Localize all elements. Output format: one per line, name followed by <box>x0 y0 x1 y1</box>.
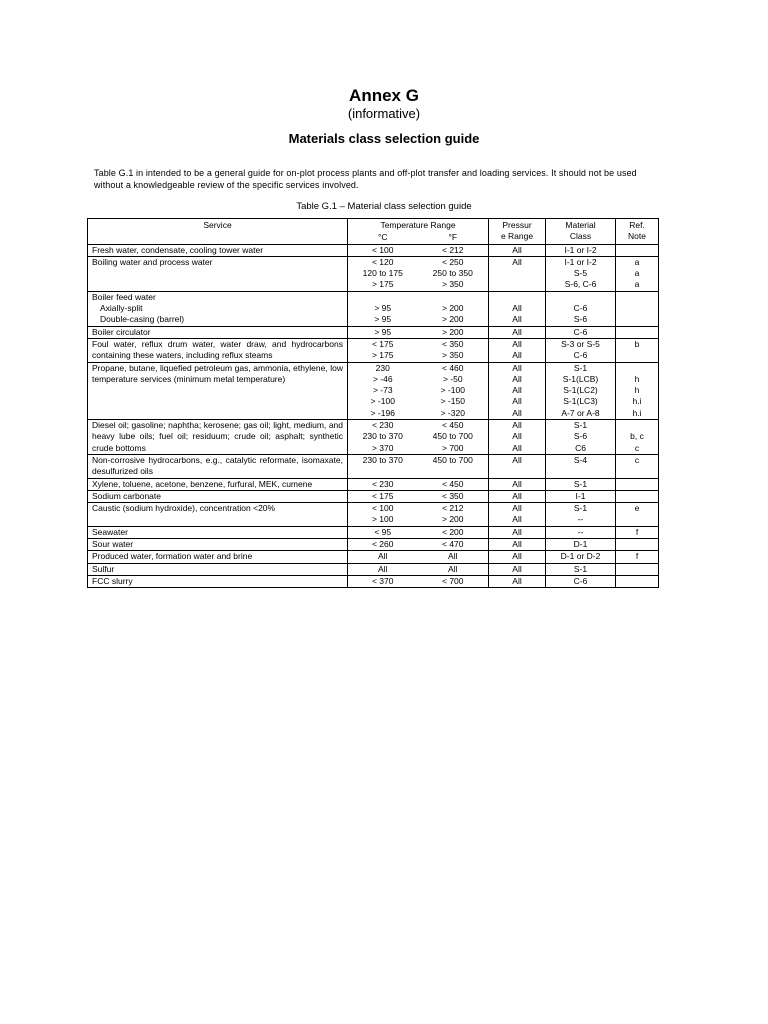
cell-temp-f-line: > 350 <box>442 279 464 290</box>
cell-material-class-line: S-1 <box>573 420 588 431</box>
header-material-line-1: Material <box>565 220 596 230</box>
cell-temp-f <box>418 338 489 362</box>
cell-pressure-line: All <box>512 256 522 267</box>
cell-temp-f <box>418 420 489 455</box>
cell-temp-f <box>418 478 489 490</box>
materials-class-table <box>87 218 659 588</box>
cell-pressure <box>489 420 546 455</box>
cell-material-class <box>546 256 616 291</box>
header-ref-line-1: Ref. <box>629 220 645 230</box>
cell-pressure-line: All <box>512 563 522 574</box>
cell-temp-f-line: < 212 <box>442 244 464 255</box>
cell-material-class-line: D-1 or D-2 <box>560 551 601 562</box>
cell-material-class <box>546 551 616 563</box>
cell-temp-f-line: < 470 <box>442 539 464 550</box>
cell-temp-f-line: 450 to 700 <box>432 454 473 465</box>
cell-service <box>88 539 348 551</box>
cell-ref-note <box>616 551 659 563</box>
cell-material-class <box>546 490 616 502</box>
cell-pressure <box>489 551 546 563</box>
cell-ref-note-line <box>618 491 656 502</box>
cell-material-class-line <box>548 292 613 303</box>
cell-pressure-line: All <box>512 326 522 337</box>
cell-pressure <box>489 503 546 527</box>
header-pressure-line-2: e Range <box>500 231 534 242</box>
cell-temp-f <box>418 575 489 587</box>
cell-pressure-line: All <box>512 303 522 314</box>
cell-service <box>88 326 348 338</box>
cell-temp-c <box>348 526 418 538</box>
cell-temp-c-line: > 175 <box>371 279 394 290</box>
cell-temp-f-line: < 250 <box>442 256 464 267</box>
cell-temp-c <box>348 244 418 256</box>
cell-service <box>88 244 348 256</box>
cell-temp-c-line: 230 to 370 <box>362 431 403 442</box>
cell-ref-note-line: h.i <box>632 407 642 418</box>
cell-temp-f-line: All <box>448 563 458 574</box>
cell-material-class-line: S-1(LC3) <box>563 396 598 407</box>
cell-temp-f-line: < 350 <box>442 490 464 501</box>
cell-ref-note-line <box>618 576 656 587</box>
cell-pressure-line: All <box>512 503 522 514</box>
cell-material-class-line: S-6, C-6 <box>564 279 597 290</box>
cell-service <box>88 503 348 527</box>
cell-temp-c-line: > 100 <box>371 514 394 525</box>
cell-material-class-line: S-1 <box>573 563 588 574</box>
cell-service-line: FCC slurry <box>92 575 133 586</box>
cell-temp-c-line: > 95 <box>374 326 392 337</box>
cell-service-line: Boiler circulator <box>92 326 151 337</box>
cell-service-line: Axially-split <box>100 303 143 314</box>
cell-temp-c-line: < 100 <box>371 503 394 514</box>
cell-pressure-line: All <box>512 314 522 325</box>
cell-pressure-line <box>491 268 543 279</box>
cell-temp-c-line: < 175 <box>371 338 394 349</box>
cell-service-line: Caustic (sodium hydroxide), concentration <20% <box>92 503 276 514</box>
cell-ref-note <box>616 526 659 538</box>
cell-temp-f <box>418 563 489 575</box>
cell-pressure <box>489 291 546 326</box>
cell-service-line: Produced water, formation water and brine <box>92 551 253 562</box>
cell-service-line: Diesel oil; gasoline; naphtha; kerosene; gas oil; light, medium, and heavy lube oils; fuel oil; residuum; crude oil; asphalt; synthetic crude bottoms <box>92 420 343 453</box>
cell-pressure-line <box>491 279 543 290</box>
cell-pressure-line: All <box>512 373 522 384</box>
cell-temp-f-line: 250 to 350 <box>432 268 473 279</box>
cell-material-class-line: S-6 <box>573 314 588 325</box>
cell-pressure <box>489 539 546 551</box>
cell-ref-note <box>616 539 659 551</box>
cell-ref-note-line: a <box>634 256 640 267</box>
cell-material-class-line: S-3 or S-5 <box>561 338 600 349</box>
cell-material-class <box>546 326 616 338</box>
cell-ref-note <box>616 575 659 587</box>
cell-ref-note <box>616 503 659 527</box>
cell-material-class-line: S-1 <box>573 503 588 514</box>
cell-ref-note-line <box>618 479 656 490</box>
cell-temp-c-line: < 100 <box>371 244 394 255</box>
cell-material-class-line: I-1 or I-2 <box>564 256 597 267</box>
cell-service-line: Sodium carbonate <box>92 490 161 501</box>
cell-temp-c-line: All <box>378 551 388 562</box>
cell-service <box>88 362 348 419</box>
cell-pressure <box>489 454 546 478</box>
cell-temp-f <box>418 362 489 419</box>
cell-pressure-line <box>491 292 543 303</box>
cell-temp-f-line: > 200 <box>442 514 464 525</box>
cell-pressure-line: All <box>512 551 522 562</box>
cell-ref-note-line: b <box>634 338 640 349</box>
cell-ref-note-line: e <box>634 503 640 514</box>
cell-temp-c <box>348 326 418 338</box>
header-material-class <box>546 219 616 245</box>
cell-pressure <box>489 362 546 419</box>
cell-material-class <box>546 563 616 575</box>
cell-temp-c-line: > 175 <box>371 350 394 361</box>
cell-temp-c-line: > 95 <box>374 314 392 325</box>
cell-material-class-line: A-7 or A-8 <box>561 407 600 418</box>
cell-pressure <box>489 478 546 490</box>
cell-temp-c-line: All <box>378 563 388 574</box>
cell-pressure <box>489 244 546 256</box>
cell-service <box>88 551 348 563</box>
cell-material-class-line: I-1 <box>575 490 586 501</box>
cell-pressure-line: All <box>512 575 522 586</box>
cell-ref-note-line <box>618 327 656 338</box>
cell-temp-c-line: > 95 <box>374 303 392 314</box>
table-row <box>88 326 659 338</box>
cell-service-line: Non-corrosive hydrocarbons, e.g., catalytic reformate, isomaxate, desulfurized oils <box>92 454 343 477</box>
cell-temp-c <box>348 338 418 362</box>
cell-material-class-line: S-6 <box>573 431 588 442</box>
cell-temp-c-line: 120 to 175 <box>362 268 403 279</box>
cell-material-class <box>546 539 616 551</box>
cell-material-class-line: C6 <box>575 442 586 453</box>
table-row <box>88 256 659 291</box>
table-row <box>88 338 659 362</box>
cell-material-class-line: -- <box>577 514 584 525</box>
cell-temp-c-line: > -73 <box>372 385 393 396</box>
cell-material-class-line: D-1 <box>573 539 588 550</box>
cell-service <box>88 256 348 291</box>
cell-temp-c-line: < 260 <box>371 539 394 550</box>
cell-pressure-line: All <box>512 539 522 550</box>
table-row <box>88 539 659 551</box>
table-row <box>88 551 659 563</box>
cell-temp-c <box>348 575 418 587</box>
cell-temp-c-line: 230 to 370 <box>362 454 403 465</box>
header-pressure-range <box>489 219 546 245</box>
cell-pressure-line: All <box>512 490 522 501</box>
cell-temp-c <box>348 563 418 575</box>
cell-temp-c-line: < 120 <box>371 256 394 267</box>
cell-pressure <box>489 326 546 338</box>
cell-temp-c <box>348 420 418 455</box>
cell-temp-c <box>348 454 418 478</box>
cell-ref-note <box>616 563 659 575</box>
cell-pressure-line: All <box>512 407 522 418</box>
cell-pressure <box>489 575 546 587</box>
cell-pressure-line: All <box>512 385 522 396</box>
cell-ref-note-line: h <box>634 385 640 396</box>
cell-temp-f <box>418 539 489 551</box>
cell-material-class-line: S-1(LC2) <box>563 385 598 396</box>
cell-temp-f <box>418 291 489 326</box>
cell-ref-note-line: c <box>634 454 640 465</box>
cell-temp-c <box>348 539 418 551</box>
header-ref-note <box>616 219 659 245</box>
cell-pressure <box>489 526 546 538</box>
annex-title: Annex G <box>349 86 419 105</box>
cell-service-line: Seawater <box>92 526 128 537</box>
cell-service <box>88 490 348 502</box>
cell-service <box>88 454 348 478</box>
cell-pressure-line: All <box>512 420 522 431</box>
table-row <box>88 362 659 419</box>
cell-temp-f <box>418 526 489 538</box>
cell-temp-c-line: > -196 <box>370 407 395 418</box>
cell-temp-f-line: > 200 <box>442 303 464 314</box>
header-deg-c: °C <box>348 231 418 244</box>
table-row <box>88 244 659 256</box>
cell-service <box>88 291 348 326</box>
cell-material-class <box>546 526 616 538</box>
cell-ref-note-line: h <box>634 373 640 384</box>
cell-temp-c-line: < 230 <box>371 420 394 431</box>
cell-ref-note-line <box>618 514 656 525</box>
cell-temp-f-line: > -100 <box>440 385 465 396</box>
table-row <box>88 420 659 455</box>
cell-service-line: Boiling water and process water <box>92 256 213 267</box>
cell-temp-c <box>348 362 418 419</box>
cell-material-class <box>546 338 616 362</box>
header-material-line-2: Class <box>569 231 592 242</box>
cell-temp-c-line <box>350 292 416 303</box>
cell-pressure <box>489 256 546 291</box>
table-row <box>88 478 659 490</box>
cell-temp-f <box>418 551 489 563</box>
cell-temp-f-line: < 200 <box>442 526 464 537</box>
cell-service-line: Foul water, reflux drum water, water draw, and hydrocarbons containing these waters, including reflux steams <box>92 338 343 361</box>
cell-pressure-line: All <box>512 338 522 349</box>
cell-ref-note <box>616 490 659 502</box>
cell-temp-f-line: 450 to 700 <box>432 431 473 442</box>
cell-ref-note-line <box>618 539 656 550</box>
cell-temp-f-line: < 700 <box>442 575 464 586</box>
cell-temp-f <box>418 454 489 478</box>
cell-temp-f-line: > -150 <box>440 396 465 407</box>
cell-pressure-line: All <box>512 431 522 442</box>
table-row <box>88 291 659 326</box>
cell-material-class-line: C-6 <box>573 350 588 361</box>
cell-ref-note <box>616 244 659 256</box>
cell-ref-note-line <box>618 303 656 314</box>
cell-service-line: Propane, butane, liquefied petroleum gas, ammonia, ethylene, low temperature services (minimum metal temperature) <box>92 362 343 384</box>
cell-temp-f-line: > 200 <box>442 314 464 325</box>
cell-material-class-line: I-1 or I-2 <box>564 244 597 255</box>
cell-temp-c <box>348 503 418 527</box>
cell-ref-note-line: f <box>635 526 639 537</box>
cell-pressure-line: All <box>512 478 522 489</box>
cell-ref-note-line: f <box>635 551 639 562</box>
cell-temp-f-line: < 450 <box>442 478 464 489</box>
cell-pressure-line: All <box>512 396 522 407</box>
cell-pressure <box>489 338 546 362</box>
cell-material-class <box>546 503 616 527</box>
cell-material-class-line: S-4 <box>573 454 588 465</box>
cell-temp-c-line: > -46 <box>372 373 393 384</box>
cell-material-class <box>546 478 616 490</box>
cell-material-class <box>546 362 616 419</box>
header-ref-line-2: Note <box>628 231 646 242</box>
cell-material-class-line: S-5 <box>573 268 588 279</box>
cell-temp-c-line: < 370 <box>371 575 394 586</box>
cell-service-line: Xylene, toluene, acetone, benzene, furfural, MEK, cumene <box>92 478 313 489</box>
cell-temp-f-line: > 350 <box>442 350 464 361</box>
cell-material-class-line: C-6 <box>573 303 588 314</box>
cell-temp-f <box>418 244 489 256</box>
cell-temp-c-line: < 95 <box>374 526 392 537</box>
cell-ref-note <box>616 256 659 291</box>
document-heading: Materials class selection guide <box>288 131 480 146</box>
cell-ref-note-line: c <box>634 442 640 453</box>
annex-subtitle: (informative) <box>347 106 421 121</box>
cell-service <box>88 526 348 538</box>
cell-temp-c-line: < 230 <box>371 478 394 489</box>
table-row <box>88 575 659 587</box>
cell-temp-c <box>348 551 418 563</box>
cell-temp-f-line: < 460 <box>442 362 464 373</box>
header-temperature-range: Temperature Range <box>348 219 489 232</box>
cell-ref-note-line: h.i <box>632 396 642 407</box>
table-body <box>88 244 659 588</box>
cell-temp-f <box>418 326 489 338</box>
cell-temp-f-line: > 700 <box>442 442 464 453</box>
cell-material-class <box>546 291 616 326</box>
cell-temp-c <box>348 291 418 326</box>
cell-ref-note <box>616 454 659 478</box>
cell-ref-note <box>616 478 659 490</box>
cell-temp-f-line: > -320 <box>440 407 465 418</box>
cell-material-class-line: -- <box>577 526 584 537</box>
cell-pressure-line: All <box>512 526 522 537</box>
cell-ref-note-line <box>618 350 656 361</box>
cell-pressure <box>489 563 546 575</box>
cell-pressure-line: All <box>512 362 522 373</box>
cell-temp-c <box>348 478 418 490</box>
table-row <box>88 503 659 527</box>
cell-service-line: Double-casing (barrel) <box>100 314 185 325</box>
cell-material-class <box>546 244 616 256</box>
cell-ref-note <box>616 326 659 338</box>
cell-ref-note-line <box>618 420 656 431</box>
cell-temp-f-line: < 450 <box>442 420 464 431</box>
table-header-row <box>88 219 659 232</box>
cell-temp-f-line: All <box>448 551 458 562</box>
cell-service-line: Sulfur <box>92 563 115 574</box>
cell-temp-f <box>418 503 489 527</box>
cell-temp-c-line: > -100 <box>370 396 395 407</box>
intro-paragraph: Table G.1 in intended to be a general guide for on-plot process plants and off-plot transfer and loading services. It should not be used without a knowledgeable review of the specific services involved. <box>94 168 637 190</box>
cell-temp-c-line: < 175 <box>371 490 394 501</box>
cell-service-line: Boiler feed water <box>92 291 156 302</box>
cell-ref-note-line <box>618 245 656 256</box>
cell-ref-note <box>616 420 659 455</box>
cell-temp-f-line: > -50 <box>442 373 463 384</box>
table-caption: Table G.1 – Material class selection guide <box>296 201 472 212</box>
cell-pressure-line: All <box>512 442 522 453</box>
header-deg-f: °F <box>418 231 489 244</box>
cell-service <box>88 478 348 490</box>
cell-ref-note-line <box>618 292 656 303</box>
cell-ref-note-line <box>618 564 656 575</box>
cell-material-class-line: S-1(LCB) <box>562 373 599 384</box>
table-row <box>88 454 659 478</box>
cell-ref-note <box>616 291 659 326</box>
cell-material-class-line: S-1 <box>573 362 588 373</box>
cell-ref-note-line: a <box>634 279 640 290</box>
cell-temp-f-line: > 200 <box>442 326 464 337</box>
cell-ref-note-line <box>618 314 656 325</box>
header-service: Service <box>88 219 348 245</box>
cell-material-class-line: C-6 <box>573 326 588 337</box>
cell-ref-note-line: b, c <box>630 431 644 442</box>
cell-material-class-line: S-1 <box>573 478 588 489</box>
cell-temp-c <box>348 256 418 291</box>
cell-temp-f <box>418 490 489 502</box>
cell-pressure <box>489 490 546 502</box>
table-row <box>88 563 659 575</box>
cell-service-line: Fresh water, condensate, cooling tower water <box>92 244 264 255</box>
cell-temp-c-line: > 370 <box>371 442 394 453</box>
cell-ref-note <box>616 338 659 362</box>
cell-material-class <box>546 575 616 587</box>
cell-ref-note <box>616 362 659 419</box>
cell-temp-f-line: < 350 <box>442 338 464 349</box>
cell-temp-c <box>348 490 418 502</box>
cell-temp-c-line: 230 <box>375 362 390 373</box>
cell-temp-f <box>418 256 489 291</box>
cell-pressure-line: All <box>512 514 522 525</box>
cell-temp-f-line: < 212 <box>442 503 464 514</box>
cell-service-line: Sour water <box>92 539 134 550</box>
cell-pressure-line: All <box>512 454 522 465</box>
cell-ref-note-line: a <box>634 268 640 279</box>
cell-ref-note-line <box>618 363 656 374</box>
cell-material-class-line: C-6 <box>573 575 588 586</box>
cell-service <box>88 338 348 362</box>
table-row <box>88 490 659 502</box>
cell-temp-f-line <box>420 292 487 303</box>
cell-material-class <box>546 454 616 478</box>
header-pressure-line-1: Pressur <box>502 220 532 230</box>
cell-service <box>88 420 348 455</box>
cell-material-class <box>546 420 616 455</box>
cell-pressure-line: All <box>512 244 522 255</box>
table-row <box>88 526 659 538</box>
cell-service <box>88 563 348 575</box>
cell-service <box>88 575 348 587</box>
cell-pressure-line: All <box>512 350 522 361</box>
